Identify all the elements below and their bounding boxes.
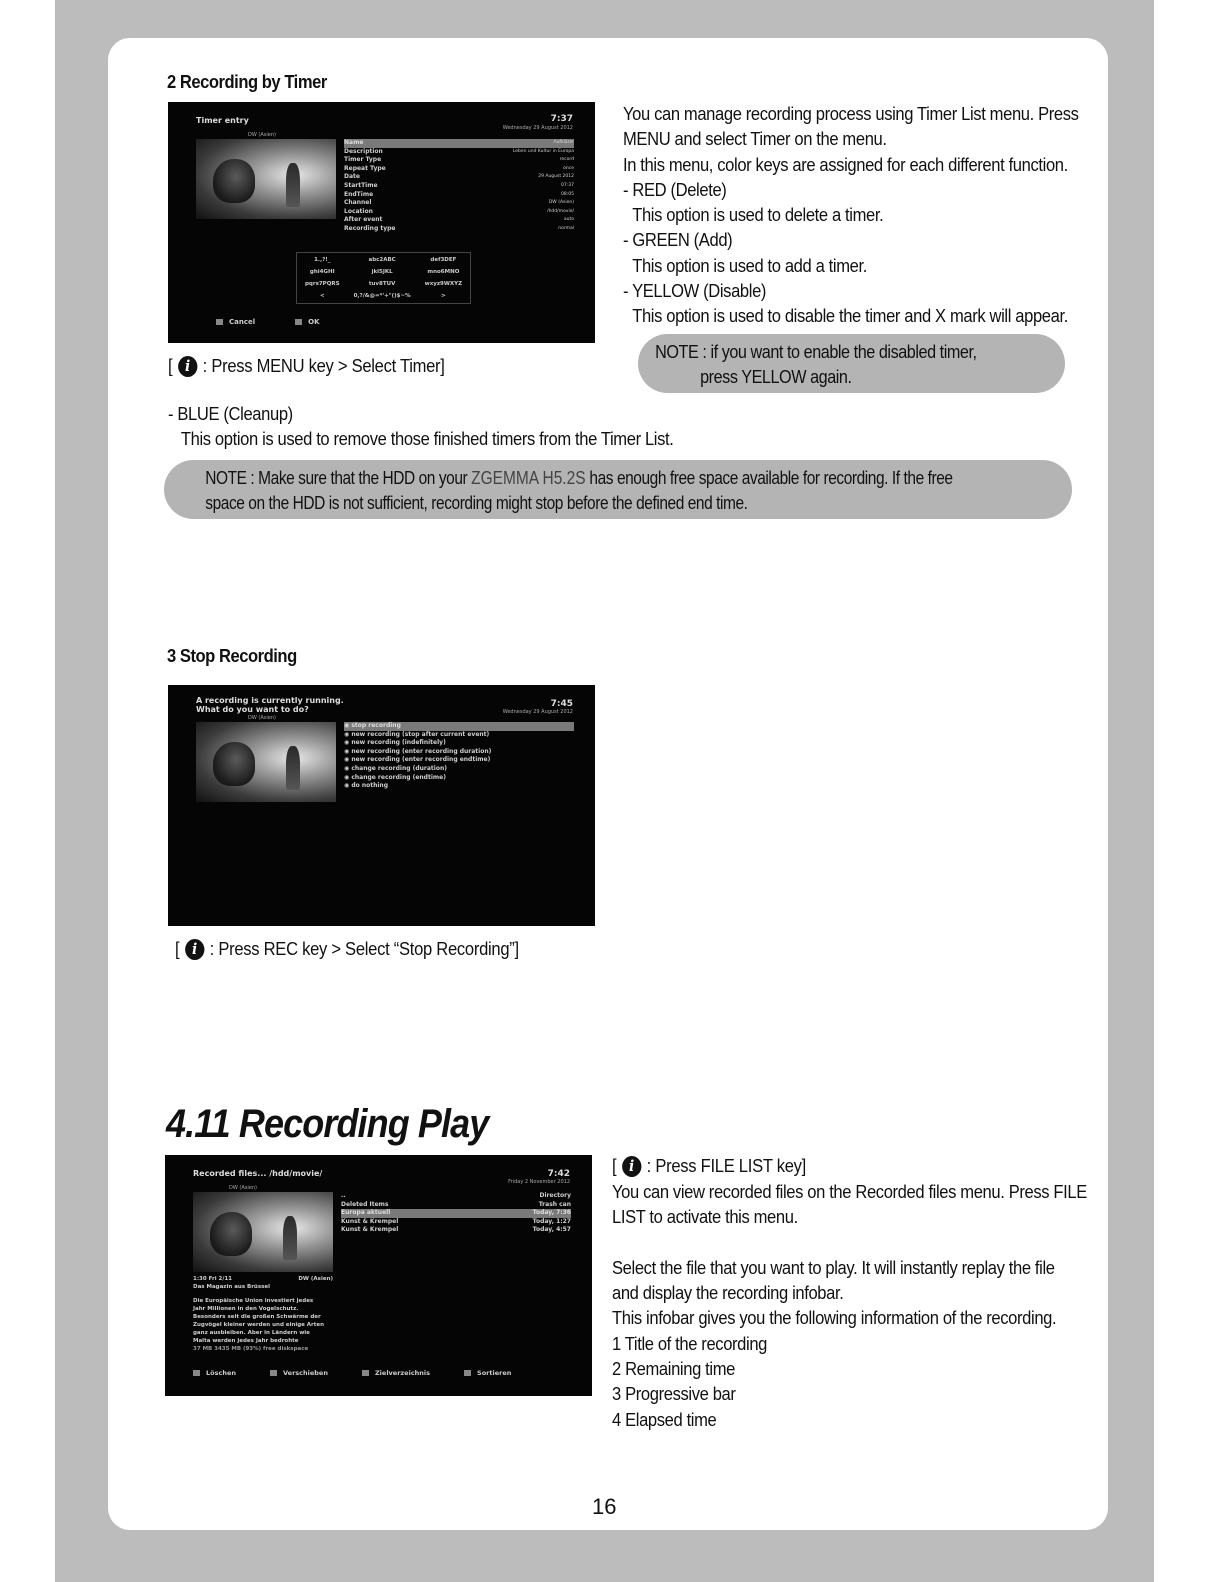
event-info: 1:30 Fri 2/11 DW (Asien) Das Magazin aus Brüssel Die Europäische Union investiert jedes Jahr Millionen in den Vogelschutz. Besonders seit die großen Schwärme der Zugvögel kleiner werden und einige Arten ganz ausbleiben. Aber in Ländern wie Malta werden jedes Jahr bedrohte 37 MB 3435 MB (93%) free diskspace <box>193 1276 333 1352</box>
text-line: and display the recording infobar. <box>612 1283 844 1304</box>
timer-field-row[interactable]: Channel DW (Asien) <box>344 199 574 207</box>
keyboard-key[interactable]: jkl5JKL <box>371 269 393 275</box>
option-key-icon: ◉ <box>344 730 352 738</box>
blue-cleanup-text: - BLUE (Cleanup) This option is used to remove those finished timers from the Timer List. <box>168 404 674 450</box>
event-description-line: Zugvögel kleiner werden und einige Arten <box>193 1322 325 1328</box>
keyboard-key[interactable]: def3DEF <box>430 257 457 263</box>
file-list-item[interactable]: .. Directory <box>341 1192 571 1199</box>
timer-field-row[interactable]: After event auto <box>344 216 574 224</box>
timer-field-row[interactable]: StartTime 07:37 <box>344 181 574 189</box>
recorded-file-list <box>341 1192 571 1235</box>
timer-field-list <box>344 139 574 234</box>
text-line: 3 Progressive bar <box>612 1384 736 1405</box>
timer-field-row[interactable]: Location /hdd/movie/ <box>344 207 574 215</box>
video-preview <box>193 1192 333 1272</box>
text-line: - RED (Delete) <box>623 179 727 200</box>
stop-option-item[interactable]: ◉ do nothing <box>344 782 388 790</box>
option-key-icon: ◉ <box>344 773 352 781</box>
stop-recording-caption: [ i : Press REC key > Select “Stop Recording”] <box>175 939 519 959</box>
timer-field-row[interactable]: Date 29 August 2012 <box>344 173 574 181</box>
text-line: - GREEN (Add) <box>623 230 733 251</box>
option-key-icon: ◉ <box>344 739 352 747</box>
page-number: 16 <box>592 1494 617 1519</box>
screen-date: Wednesday 29 August 2012 <box>502 709 573 715</box>
screen-channel: DW (Asien) <box>229 1185 257 1191</box>
text-line: This infobar gives you the following information of the recording. <box>612 1308 1057 1329</box>
timer-description <box>623 102 1079 330</box>
file-list-item[interactable]: Kunst & Krempel Today, 1:27 <box>341 1217 571 1225</box>
keyboard-key[interactable]: 0,?/&@=*'+"()$~% <box>353 293 411 299</box>
video-preview <box>196 139 336 219</box>
chapter-heading-recording-play: 4.11 Recording Play <box>166 1102 489 1146</box>
info-icon: i <box>178 356 197 377</box>
keyboard-key[interactable]: pqrs7PQRS <box>305 281 340 287</box>
event-description-line: Besonders seit die großen Schwärme der <box>193 1314 321 1320</box>
info-icon: i <box>185 939 204 960</box>
note-enable-timer: NOTE : if you want to enable the disabled timer, press YELLOW again. <box>638 334 1065 393</box>
keyboard-key[interactable]: mno6MNO <box>427 269 460 275</box>
screen-channel: DW (Asien) <box>248 132 276 138</box>
text-line: LIST to activate this menu. <box>612 1207 798 1228</box>
event-description-line: Jahr Millionen in den Vogelschutz. <box>193 1306 299 1312</box>
event-description-line: Die Europäische Union investiert jedes <box>193 1298 314 1304</box>
text-line: MENU and select Timer on the menu. <box>623 129 887 150</box>
screen-channel: DW (Asien) <box>248 715 276 721</box>
text-line: You can manage recording process using Timer List menu. Press <box>623 104 1079 124</box>
stop-recording-screenshot <box>168 685 595 926</box>
event-description-line: ganz ausbleiben. Aber in Ländern wie <box>193 1330 310 1336</box>
event-description-line: Malta werden jedes Jahr bedrohte <box>193 1338 299 1344</box>
stop-option-item[interactable]: ◉ change recording (duration) <box>344 764 447 772</box>
screen-button-bar <box>193 1369 511 1377</box>
keyboard-key[interactable]: 1.,?!_ <box>314 257 331 263</box>
keyboard-key[interactable]: ghi4GHI <box>309 269 335 275</box>
info-icon: i <box>622 1156 641 1177</box>
screen-date: Wednesday 29 August 2012 <box>502 125 573 131</box>
screen-date: Friday 2 November 2012 <box>508 1179 570 1185</box>
screen-title: Recorded files... /hdd/movie/ <box>193 1169 323 1178</box>
text-line: 4 Elapsed time <box>612 1409 717 1430</box>
timer-field-row[interactable]: Repeat Type once <box>344 164 574 172</box>
section-heading-recording-by-timer: 2 Recording by Timer <box>167 72 327 92</box>
stop-option-item[interactable]: ◉ new recording (enter recording endtime) <box>344 756 491 764</box>
delete-button[interactable]: Löschen <box>193 1369 236 1377</box>
stop-option-item[interactable]: ◉ new recording (enter recording duration) <box>344 747 492 755</box>
option-key-icon: ◉ <box>344 722 352 729</box>
text-line: - YELLOW (Disable) <box>623 281 767 302</box>
file-list-item[interactable]: Kunst & Krempel Today, 4:57 <box>341 1226 571 1234</box>
stop-option-item[interactable]: ◉ stop recording <box>344 722 574 731</box>
timer-field-row[interactable]: EndTime 08:05 <box>344 190 574 198</box>
keyboard-key[interactable]: tuv8TUV <box>368 281 396 287</box>
file-list-item[interactable]: Europa aktuell Today, 7:36 <box>341 1209 571 1217</box>
video-preview <box>196 722 336 802</box>
file-list-caption: [ i : Press FILE LIST key] <box>612 1156 806 1176</box>
timer-entry-screenshot <box>168 102 595 343</box>
keyboard-key[interactable]: < <box>319 293 325 299</box>
keyboard-key[interactable]: > <box>441 293 446 299</box>
text-line: 1 Title of the recording <box>612 1333 768 1354</box>
stop-options-list <box>344 722 574 791</box>
sort-button[interactable]: Sortieren <box>464 1369 511 1377</box>
move-button[interactable]: Verschieben <box>270 1369 328 1377</box>
option-key-icon: ◉ <box>344 747 352 755</box>
timer-field-row[interactable]: Name Aufklärer <box>344 139 574 146</box>
target-directory-button[interactable]: Zielverzeichnis <box>362 1369 430 1377</box>
option-key-icon: ◉ <box>344 764 352 772</box>
ok-button[interactable]: OK <box>295 318 319 326</box>
text-line: You can view recorded files on the Recorded files menu. Press FILE <box>612 1182 1087 1202</box>
on-screen-keyboard <box>296 252 471 304</box>
screen-time: 7:37 <box>550 114 573 124</box>
cancel-button[interactable]: Cancel <box>216 318 255 326</box>
option-key-icon: ◉ <box>344 756 352 764</box>
file-list-item[interactable]: Deleted Items Trash can <box>341 1200 571 1208</box>
section-heading-stop-recording: 3 Stop Recording <box>167 646 297 666</box>
timer-field-row[interactable]: Description Leben und Kultur in Europa <box>344 147 574 155</box>
text-line: In this menu, color keys are assigned for each different function. <box>623 154 1068 175</box>
text-line: Select the file that you want to play. It will instantly replay the file <box>612 1257 1055 1278</box>
stop-option-item[interactable]: ◉ new recording (stop after current event) <box>344 730 490 738</box>
timer-field-row[interactable]: Recording type normal <box>344 224 574 232</box>
option-key-icon: ◉ <box>344 782 352 790</box>
recorded-files-screenshot <box>165 1155 592 1396</box>
keyboard-key[interactable]: wxyz9WXYZ <box>424 281 463 287</box>
screen-button-bar <box>216 318 320 326</box>
screen-time: 7:45 <box>550 699 573 709</box>
note-hdd-space: NOTE : Make sure that the HDD on your ZGEMMA H5.2S has enough free space available for recording. If the free space on the HDD is not sufficient, recording might stop before the defined end time. <box>164 460 1072 519</box>
recording-play-description <box>612 1180 1087 1433</box>
text-line: This option is used to delete a timer. <box>632 205 884 226</box>
text-line: This option is used to add a timer. <box>632 255 867 276</box>
text-line: 2 Remaining time <box>612 1359 735 1380</box>
text-line: This option is used to disable the timer and X mark will appear. <box>632 306 1068 327</box>
stop-option-item[interactable]: ◉ new recording (indefinitely) <box>344 739 446 747</box>
screen-question: What do you want to do? <box>196 705 309 714</box>
stop-option-item[interactable]: ◉ change recording (endtime) <box>344 773 446 781</box>
screen-title: Timer entry <box>196 116 249 125</box>
timer-caption: [ i : Press MENU key > Select Timer] <box>168 356 445 376</box>
screen-title: A recording is currently running. <box>196 696 344 705</box>
timer-field-row[interactable]: Timer Type record <box>344 156 574 164</box>
screen-time: 7:42 <box>547 1169 570 1179</box>
keyboard-key[interactable]: abc2ABC <box>368 257 396 263</box>
